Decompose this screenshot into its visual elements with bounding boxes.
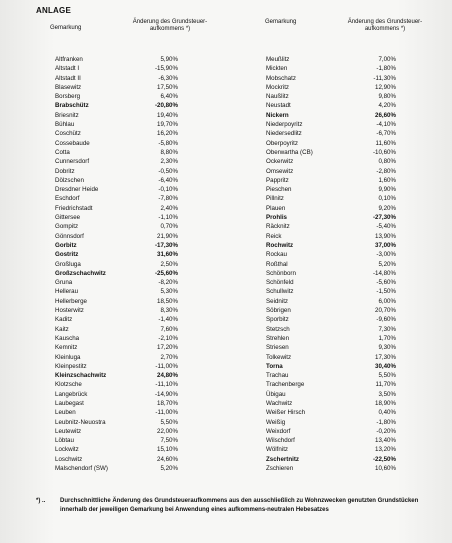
gemarkung-name: Sporbitz [266, 316, 289, 324]
table-row [226, 380, 452, 389]
gemarkung-name: Langebrück [55, 390, 88, 398]
aenderung-value: -1,80% [376, 418, 396, 426]
gemarkung-name: Weixdorf [266, 427, 291, 435]
table-row [226, 436, 452, 445]
aenderung-value: 24,60% [157, 455, 178, 463]
table-row [226, 250, 452, 259]
table-row [226, 101, 452, 110]
aenderung-value: 0,40% [378, 409, 396, 417]
aenderung-value: 11,70% [375, 381, 396, 389]
gemarkung-name: Schönborn [266, 269, 296, 277]
table-row [226, 418, 452, 427]
gemarkung-name: Altfranken [55, 56, 83, 63]
table-row [226, 362, 452, 371]
table-row [0, 194, 226, 203]
table-row [226, 148, 452, 157]
table-row [0, 408, 226, 417]
gemarkung-name: Ockerwitz [266, 158, 294, 166]
table-row [226, 427, 452, 436]
aenderung-value: 13,90% [375, 232, 396, 240]
table-row [0, 464, 226, 473]
table-row [0, 204, 226, 213]
gemarkung-name: Gostritz [55, 251, 79, 259]
aenderung-value: -6,40% [158, 176, 178, 184]
aenderung-value: 8,30% [160, 307, 178, 315]
gemarkung-name: Wachwitz [266, 399, 293, 407]
aenderung-value: 30,40% [375, 362, 396, 370]
gemarkung-name: Oberpoyritz [266, 139, 298, 147]
aenderung-value: 10,60% [375, 465, 396, 473]
aenderung-value: 2,40% [160, 204, 178, 212]
gemarkung-name: Kleinpestitz [55, 362, 87, 370]
aenderung-value: -11,30% [373, 74, 396, 82]
aenderung-value: 1,70% [378, 334, 396, 342]
aenderung-value: -0,50% [158, 167, 178, 175]
aenderung-value: -1,40% [158, 316, 178, 324]
aenderung-value: 2,30% [160, 158, 178, 166]
table-row [0, 232, 226, 241]
table-row [226, 297, 452, 306]
aenderung-value: 9,90% [378, 186, 396, 194]
table-row [0, 390, 226, 399]
table-row [0, 306, 226, 315]
aenderung-value: 31,60% [157, 251, 178, 259]
gemarkung-name: Omsewitz [266, 167, 294, 175]
gemarkung-name: Pieschen [266, 186, 292, 194]
table-row [0, 176, 226, 185]
table-row [0, 343, 226, 352]
gemarkung-name: Hellerau [55, 288, 79, 296]
aenderung-value: 13,20% [375, 446, 396, 454]
aenderung-value: -17,30% [154, 241, 178, 249]
aenderung-value: 20,70% [375, 307, 396, 315]
aenderung-value: -9,60% [376, 316, 396, 324]
aenderung-value: -5,40% [376, 223, 396, 231]
aenderung-value: -1,80% [376, 65, 396, 73]
table-row [226, 260, 452, 269]
aenderung-value: -2,10% [158, 334, 178, 342]
aenderung-value: 5,20% [160, 465, 178, 473]
gemarkung-name: Loschwitz [55, 455, 83, 463]
aenderung-value: 5,30% [160, 288, 178, 296]
table-row [0, 55, 226, 64]
table-row [226, 269, 452, 278]
gemarkung-name: Tolkewitz [266, 353, 292, 361]
aenderung-value: 3,50% [378, 390, 396, 398]
aenderung-value: 16,20% [157, 130, 178, 138]
table-row [0, 120, 226, 129]
table-row [0, 455, 226, 464]
gemarkung-name: Räcknitz [266, 223, 290, 231]
aenderung-value: 24,80% [157, 372, 178, 380]
gemarkung-name: Dobritz [55, 167, 75, 175]
gemarkung-name: Pappritz [266, 176, 289, 184]
gemarkung-name: Reick [266, 232, 282, 240]
table-row [226, 92, 452, 101]
gemarkung-name: Klotzsche [55, 381, 82, 389]
table-row [226, 83, 452, 92]
table-row [0, 371, 226, 380]
aenderung-value: 6,40% [160, 93, 178, 101]
table-row [0, 418, 226, 427]
gemarkung-name: Leuben [55, 409, 76, 417]
right-header-aenderung: Änderung des Grundsteuer-aufkommens *) [347, 19, 423, 32]
aenderung-value: -1,10% [158, 214, 178, 222]
aenderung-value: 19,40% [157, 111, 178, 119]
aenderung-value: -14,90% [154, 390, 178, 398]
table-row [0, 92, 226, 101]
table-row [0, 399, 226, 408]
aenderung-value: 2,50% [160, 260, 178, 268]
table-row [0, 325, 226, 334]
gemarkung-name: Großluga [55, 260, 81, 268]
gemarkung-name: Lockwitz [55, 446, 79, 454]
gemarkung-name: Stetzsch [266, 325, 290, 333]
aenderung-value: 11,60% [375, 139, 396, 147]
aenderung-value: -10,60% [372, 148, 396, 156]
table-row [0, 260, 226, 269]
table-row [226, 64, 452, 73]
gemarkung-name: Nickern [266, 111, 289, 119]
gemarkung-name: Kauscha [55, 334, 80, 342]
gemarkung-name: Friedrichstadt [55, 204, 93, 212]
table-row [0, 101, 226, 110]
gemarkung-name: Löbtau [55, 437, 74, 445]
aenderung-value: -1,50% [376, 288, 396, 296]
aenderung-value: 7,00% [378, 56, 396, 63]
aenderung-value: 37,00% [375, 241, 396, 249]
left-header-aenderung: Änderung des Grundsteuer-aufkommens *) [132, 19, 208, 32]
gemarkung-name: Roßthal [266, 260, 288, 268]
aenderung-value: -27,30% [372, 214, 396, 222]
table-row [226, 353, 452, 362]
aenderung-value: 13,40% [375, 437, 396, 445]
gemarkung-name: Laubegast [55, 399, 84, 407]
aenderung-value: 9,20% [378, 204, 396, 212]
gemarkung-name: Altstadt II [55, 74, 81, 82]
table-row [0, 445, 226, 454]
aenderung-value: -5,60% [376, 279, 396, 287]
table-row [226, 241, 452, 250]
table-row [226, 129, 452, 138]
table-row [0, 334, 226, 343]
table-row [0, 241, 226, 250]
aenderung-value: 17,20% [157, 344, 178, 352]
aenderung-value: -20,80% [154, 102, 178, 110]
aenderung-value: 18,70% [157, 399, 178, 407]
aenderung-value: 7,30% [378, 325, 396, 333]
footnote-text: Durchschnittliche Änderung des Grundsteueraufkommens aus den ausschließlich zu Wohnzwecken genutzten Grundstücken innerhalb der jeweiligen Gemarkung bei Anwendung eines aufkommens-neutralen Hebesatzes [60, 498, 419, 513]
table-row [226, 390, 452, 399]
page-title: ANLAGE [36, 6, 71, 15]
gemarkung-name: Naußlitz [266, 93, 289, 101]
gemarkung-name: Striesen [266, 344, 289, 352]
table-row [226, 371, 452, 380]
aenderung-value: 5,50% [378, 372, 396, 380]
gemarkung-name: Gruna [55, 279, 73, 287]
gemarkung-name: Gorbitz [55, 241, 77, 249]
aenderung-value: 8,80% [160, 148, 178, 156]
aenderung-value: 9,30% [378, 344, 396, 352]
gemarkung-name: Brabschütz [55, 102, 89, 110]
aenderung-value: 18,50% [157, 297, 178, 305]
aenderung-value: -11,00% [155, 409, 178, 417]
aenderung-value: -3,00% [376, 251, 396, 259]
aenderung-value: -2,80% [376, 167, 396, 175]
table-row [0, 167, 226, 176]
right-table [226, 55, 452, 473]
gemarkung-name: Gönnsdorf [55, 232, 84, 240]
aenderung-value: -8,20% [158, 279, 178, 287]
gemarkung-name: Hellerberge [55, 297, 87, 305]
table-row [226, 445, 452, 454]
table-row [226, 74, 452, 83]
table-row [0, 278, 226, 287]
gemarkung-name: Plauen [266, 204, 286, 212]
gemarkung-name: Cotta [55, 148, 70, 156]
aenderung-value: 5,50% [160, 418, 178, 426]
aenderung-value: 0,10% [378, 195, 396, 203]
gemarkung-name: Mickten [266, 65, 288, 73]
table-row [0, 148, 226, 157]
gemarkung-name: Torna [266, 362, 283, 370]
table-row [226, 399, 452, 408]
table-row [226, 139, 452, 148]
gemarkung-name: Kleinzschachwitz [55, 372, 107, 380]
table-row [0, 139, 226, 148]
gemarkung-name: Niederpoyritz [266, 121, 303, 129]
table-row [0, 380, 226, 389]
gemarkung-name: Leutewitz [55, 427, 82, 435]
aenderung-value: 7,50% [160, 437, 178, 445]
table-row [226, 464, 452, 473]
gemarkung-name: Rockau [266, 251, 287, 259]
aenderung-value: -0,20% [376, 427, 396, 435]
aenderung-value: -22,50% [372, 455, 396, 463]
gemarkung-name: Leubnitz-Neuostra [55, 418, 106, 426]
aenderung-value: 5,90% [160, 56, 178, 63]
table-row [226, 213, 452, 222]
gemarkung-name: Seidnitz [266, 297, 289, 305]
gemarkung-name: Zschertnitz [266, 455, 300, 463]
table-row [0, 427, 226, 436]
aenderung-value: 26,60% [375, 111, 396, 119]
table-row [226, 278, 452, 287]
table-row [226, 185, 452, 194]
gemarkung-name: Rochwitz [266, 241, 294, 249]
gemarkung-name: Schullwitz [266, 288, 294, 296]
table-row [226, 157, 452, 166]
aenderung-value: 18,90% [375, 399, 396, 407]
gemarkung-name: Weißer Hirsch [266, 409, 306, 417]
gemarkung-name: Kleinluga [55, 353, 81, 361]
aenderung-value: 0,80% [378, 158, 396, 166]
table-row [0, 222, 226, 231]
table-row [0, 250, 226, 259]
aenderung-value: 2,70% [160, 353, 178, 361]
gemarkung-name: Großzschachwitz [55, 269, 106, 277]
aenderung-value: -11,10% [155, 381, 178, 389]
footnote-marker: *) .. [36, 498, 46, 504]
left-header-gemarkung: Gemarkung [50, 25, 82, 31]
aenderung-value: -4,10% [376, 121, 396, 129]
table-row [0, 436, 226, 445]
aenderung-value: -5,80% [158, 139, 178, 147]
gemarkung-name: Wölfnitz [266, 446, 289, 454]
aenderung-value: 1,60% [378, 176, 396, 184]
table-row [0, 111, 226, 120]
aenderung-value: 9,80% [378, 93, 396, 101]
table-row [0, 185, 226, 194]
table-row [226, 455, 452, 464]
gemarkung-name: Dresdner Heide [55, 186, 99, 194]
gemarkung-name: Söbrigen [266, 307, 291, 315]
gemarkung-name: Blasewitz [55, 83, 82, 91]
gemarkung-name: Gompitz [55, 223, 79, 231]
aenderung-value: 5,20% [378, 260, 396, 268]
gemarkung-name: Briesnitz [55, 111, 79, 119]
gemarkung-name: Coschütz [55, 130, 81, 138]
table-row [0, 353, 226, 362]
gemarkung-name: Dölzschen [55, 176, 84, 184]
gemarkung-name: Prohlis [266, 214, 287, 222]
gemarkung-name: Trachau [266, 372, 289, 380]
aenderung-value: 4,20% [378, 102, 396, 110]
right-header-gemarkung: Gemarkung [265, 19, 297, 25]
gemarkung-name: Hosterwitz [55, 307, 84, 315]
aenderung-value: 17,50% [157, 83, 178, 91]
aenderung-value: 7,60% [160, 325, 178, 333]
gemarkung-name: Schönfeld [266, 279, 294, 287]
table-row [226, 167, 452, 176]
gemarkung-name: Neustadt [266, 102, 291, 110]
table-row [0, 64, 226, 73]
aenderung-value: -0,10% [158, 186, 178, 194]
aenderung-value: 21,90% [157, 232, 178, 240]
left-table [0, 55, 226, 473]
gemarkung-name: Eschdorf [55, 195, 80, 203]
gemarkung-name: Strehlen [266, 334, 290, 342]
aenderung-value: 6,00% [378, 297, 396, 305]
table-row [226, 408, 452, 417]
table-row [226, 315, 452, 324]
aenderung-value: -25,60% [154, 269, 178, 277]
aenderung-value: -15,90% [154, 65, 178, 73]
aenderung-value: 12,90% [375, 83, 396, 91]
gemarkung-name: Niedersedlitz [266, 130, 302, 138]
gemarkung-name: Pillnitz [266, 195, 284, 203]
gemarkung-name: Zschieren [266, 465, 294, 473]
gemarkung-name: Meußlitz [266, 56, 290, 63]
table-row [0, 362, 226, 371]
aenderung-value: 15,10% [157, 446, 178, 454]
gemarkung-name: Übigau [266, 390, 286, 398]
table-row [0, 297, 226, 306]
gemarkung-name: Kaitz [55, 325, 69, 333]
gemarkung-name: Borsberg [55, 93, 81, 101]
aenderung-value: -11,00% [155, 362, 178, 370]
gemarkung-name: Wilschdorf [266, 437, 295, 445]
gemarkung-name: Kaditz [55, 316, 73, 324]
aenderung-value: -7,80% [158, 195, 178, 203]
table-row [226, 176, 452, 185]
table-row [226, 343, 452, 352]
table-row [226, 334, 452, 343]
aenderung-value: 22,00% [157, 427, 178, 435]
table-row [0, 157, 226, 166]
table-row [226, 306, 452, 315]
table-row [226, 325, 452, 334]
aenderung-value: -6,30% [158, 74, 178, 82]
table-row [226, 55, 452, 64]
gemarkung-name: Bühlau [55, 121, 75, 129]
table-row [0, 315, 226, 324]
table-row [226, 111, 452, 120]
aenderung-value: 0,70% [160, 223, 178, 231]
gemarkung-name: Cunnersdorf [55, 158, 90, 166]
aenderung-value: -14,80% [372, 269, 396, 277]
table-row [0, 74, 226, 83]
table-row [0, 129, 226, 138]
table-row [226, 120, 452, 129]
table-row [226, 204, 452, 213]
gemarkung-name: Malschendorf (SW) [55, 465, 108, 473]
table-row [0, 269, 226, 278]
table-row [0, 213, 226, 222]
table-row [226, 287, 452, 296]
table-row [226, 232, 452, 241]
gemarkung-name: Altstadt I [55, 65, 80, 73]
aenderung-value: 19,70% [157, 121, 178, 129]
gemarkung-name: Oberwartha (CB) [266, 148, 313, 156]
table-row [226, 194, 452, 203]
aenderung-value: -6,70% [376, 130, 396, 138]
gemarkung-name: Cossebaude [55, 139, 90, 147]
gemarkung-name: Mobschatz [266, 74, 296, 82]
aenderung-value: 17,30% [375, 353, 396, 361]
gemarkung-name: Kemnitz [55, 344, 78, 352]
gemarkung-name: Gittersee [55, 214, 81, 222]
gemarkung-name: Weißig [266, 418, 286, 426]
gemarkung-name: Trachenberge [266, 381, 305, 389]
table-row [0, 287, 226, 296]
gemarkung-name: Mockritz [266, 83, 290, 91]
table-row [0, 83, 226, 92]
table-row [226, 222, 452, 231]
